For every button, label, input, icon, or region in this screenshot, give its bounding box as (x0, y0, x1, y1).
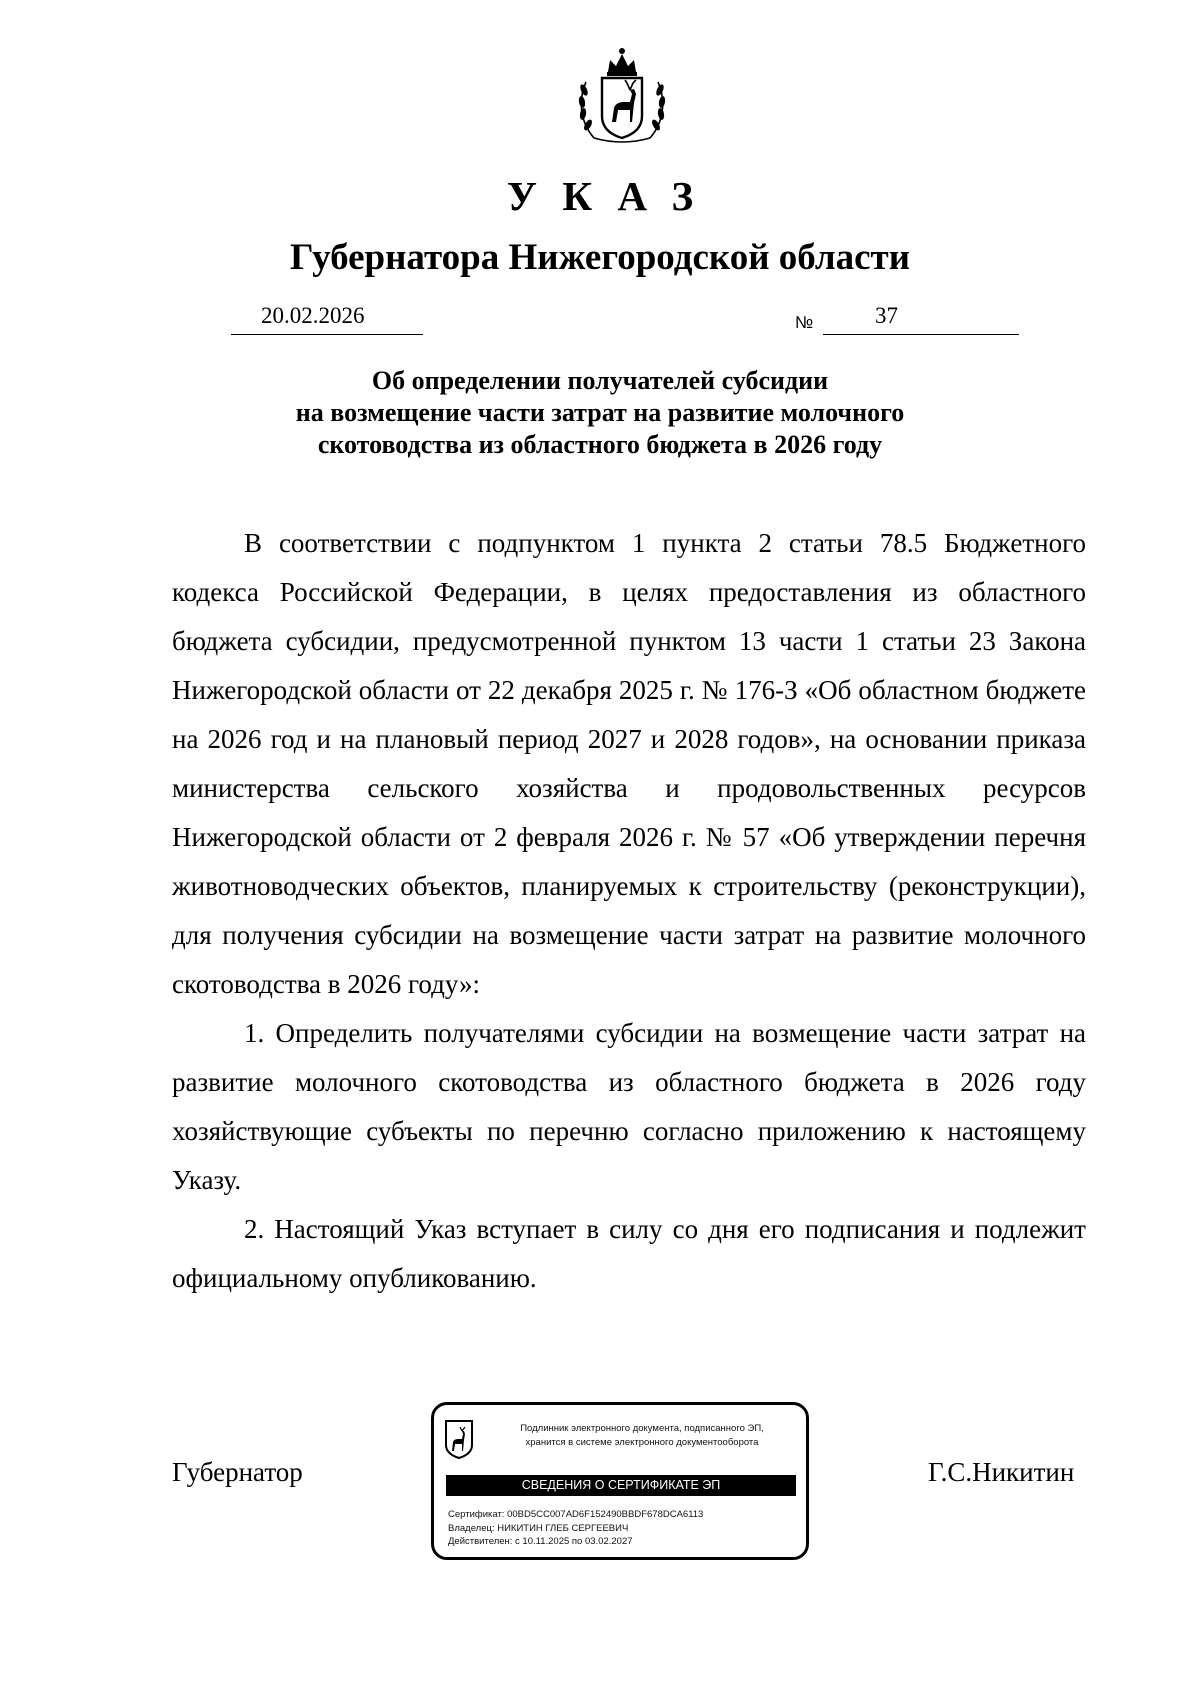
signatory-name: Г.С.Никитин (928, 1457, 1075, 1487)
title-line: скотоводства из областного бюджета в 2026 году (317, 430, 883, 459)
decree-body (172, 519, 1086, 1303)
title-line: Об определении получателей субсидии (371, 366, 829, 395)
decree-number: 37 (875, 303, 898, 328)
certificate-owner: Владелец: НИКИТИН ГЛЕБ СЕРГЕЕВИЧ (448, 1522, 629, 1534)
number-field (823, 303, 1019, 335)
stamp-header-line: Подлинник электронного документа, подписанного ЭП, (520, 1423, 764, 1434)
title-line: на возмещение части затрат на развитие молочного (295, 398, 905, 427)
certificate-validity: Действителен: с 10.11.2025 по 03.02.2027 (448, 1536, 633, 1547)
certificate-details (448, 1508, 703, 1549)
preamble-paragraph: В соответствии с подпунктом 1 пункта 2 статьи 78.5 Бюджетного кодекса Российской Федерации, в целях предоставления из областного бюджета субсидии, предусмотренной пунктом 13 части 1 статьи 23 Закона Нижегородской области от 22 декабря 2025 г. № 176-З «Об областном бюджете на 2026 год и на плановый период 2027 и 2028 годов», на основании приказа министерства сельского хозяйства и продовольственных ресурсов Нижегородской области от 2 февраля 2026 г. № 57 «Об утверждении перечня животноводческих объектов, планируемых к строительству (реконструкции), для получения субсидии на возмещение части затрат на развитие молочного скотоводства в 2026 году»: (172, 528, 1086, 999)
number-sign: № (795, 313, 814, 332)
issuer-title: Губернатора Нижегородской области (289, 237, 911, 278)
nizhny-novgorod-coat-of-arms-icon (570, 42, 674, 146)
date-field (231, 303, 423, 335)
decree-date: 20.02.2026 (261, 303, 365, 328)
decree-title (0, 365, 1200, 461)
certificate-info-bar: СВЕДЕНИЯ О СЕРТИФИКАТЕ ЭП (446, 1475, 796, 1496)
deer-emblem-icon (444, 1419, 474, 1459)
certificate-serial: Сертификат: 00BD5CC007AD6F152490BBDF678DCA6113 (448, 1509, 704, 1520)
document-type: УКАЗ (506, 173, 719, 219)
clause-2-paragraph: 2. Настоящий Указ вступает в силу со дня его подписания и подлежит официальному опубликованию. (172, 1214, 1086, 1293)
stamp-header (486, 1422, 798, 1450)
electronic-signature-stamp (431, 1402, 809, 1560)
signatory-position: Губернатор (172, 1457, 303, 1487)
stamp-header-line: хранится в системе электронного документооборота (525, 1437, 759, 1448)
clause-1-paragraph: 1. Определить получателями субсидии на возмещение части затрат на развитие молочного скотоводства из областного бюджета в 2026 году хозяйствующие субъекты по перечню согласно приложению к настоящему Указу. (172, 1018, 1086, 1195)
